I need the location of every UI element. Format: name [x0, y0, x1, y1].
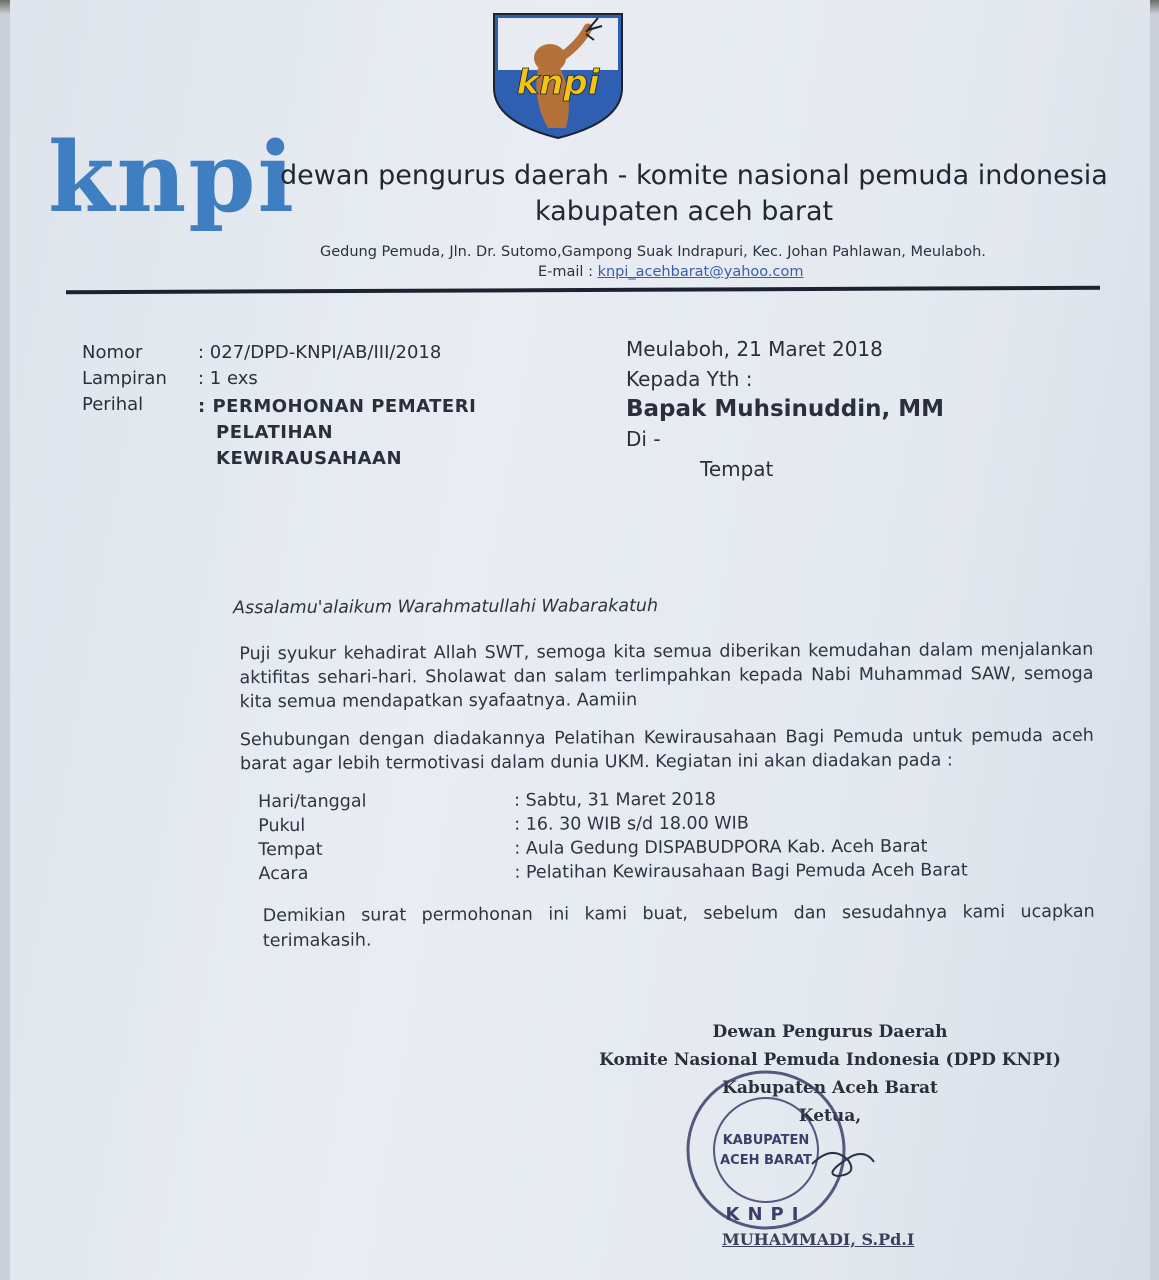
nomor-value: : 027/DPD-KNPI/AB/III/2018: [198, 342, 442, 363]
nomor-label: Nomor: [82, 342, 143, 363]
perihal-line-2: PELATIHAN: [216, 422, 334, 443]
knpi-emblem-logo: [488, 10, 628, 140]
email-label: E-mail :: [538, 264, 593, 280]
signature-line-2: Komite Nasional Pemuda Indonesia (DPD KNPI): [599, 1050, 1061, 1070]
emblem-text: knpi: [516, 63, 600, 103]
detail-label: Hari/tanggal: [258, 791, 367, 813]
place-date: Meulaboh, 21 Maret 2018: [626, 337, 883, 361]
seal-text-1: KABUPATEN: [722, 1133, 810, 1148]
detail-value: : Sabtu, 31 Maret 2018: [514, 789, 716, 811]
paragraph-purpose: Sehubungan dengan diadakannya Pelatihan Kewirausahaan Bagi Pemuda untuk pemuda aceh barat agar lebih termotivasi dalam dunia UKM. Kegiatan ini akan diadakan pada :: [239, 725, 1094, 775]
signature-line-1: Dewan Pengurus Daerah: [712, 1022, 948, 1042]
header-divider: [66, 286, 1100, 295]
di-label: Di -: [626, 427, 661, 451]
event-details: [234, 786, 1094, 887]
signature-line-3: Kabupaten Aceh Barat: [722, 1078, 938, 1098]
knpi-wordmark: knpi: [48, 121, 296, 234]
letter-sheet: [10, 0, 1150, 1280]
perihal-value: : PERMOHONAN PEMATERI: [198, 396, 477, 417]
paragraph-closing: Demikian surat permohonan ini kami buat, sebelum dan sesudahnya kami ucapkan terimakasih.: [262, 901, 1095, 952]
signature-line-4: Ketua,: [798, 1106, 862, 1126]
meta-row-perihal-3: [82, 446, 526, 472]
detail-row: [258, 858, 1094, 886]
letter-meta: [82, 342, 526, 472]
meta-spacer: [82, 420, 198, 446]
meta-row-perihal-2: [82, 420, 526, 446]
official-seal-stamp: [662, 1064, 882, 1234]
detail-label: Tempat: [258, 839, 323, 861]
perihal-label: Perihal: [82, 394, 144, 415]
organization-name: dewan pengurus daerah - komite nasional pemuda indonesia: [280, 160, 1108, 191]
recipient-block: [626, 334, 944, 484]
detail-label: Pukul: [258, 815, 306, 837]
meta-spacer: [82, 446, 198, 472]
seal-text-bottom: KNPI: [725, 1204, 807, 1225]
seal-text-2: ACEH BARAT: [720, 1153, 812, 1168]
perihal-line-3: KEWIRAUSAHAAN: [216, 448, 403, 469]
email-row: [538, 264, 803, 280]
lampiran-label: Lampiran: [82, 368, 167, 389]
detail-value: : Aula Gedung DISPABUDPORA Kab. Aceh Barat: [514, 836, 928, 859]
kepada-label: Kepada Yth :: [626, 367, 753, 391]
signer-name: MUHAMMADI, S.Pd.I: [722, 1230, 915, 1249]
detail-value: : Pelatihan Kewirausahaan Bagi Pemuda Aceh Barat: [514, 860, 968, 883]
meta-row-perihal: [82, 394, 526, 420]
meta-row-nomor: [82, 342, 526, 368]
detail-value: : 16. 30 WIB s/d 18.00 WIB: [514, 813, 749, 835]
detail-label: Acara: [258, 863, 309, 885]
recipient-name: Bapak Muhsinuddin, MM: [626, 396, 945, 422]
organization-address: Gedung Pemuda, Jln. Dr. Sutomo,Gampong Suak Indrapuri, Kec. Johan Pahlawan, Meulaboh.: [320, 244, 986, 260]
email-link[interactable]: knpi_acehbarat@yahoo.com: [597, 264, 804, 280]
greeting: Assalamu'alaikum Warahmatullahi Wabarakatuh: [233, 596, 659, 619]
paragraph-opening: Puji syukur kehadirat Allah SWT, semoga kita semua diberikan kemudahan dalam menjalankan aktifitas sehari-hari. Sholawat dan salam terlimpahkan kepada Nabi Muhammad SAW, semoga kita semua mendapatkan syafaatnya. Aamiin: [239, 639, 1094, 713]
meta-row-lampiran: [82, 368, 526, 394]
organization-region: kabupaten aceh barat: [535, 196, 834, 227]
letter-body: [233, 594, 1095, 954]
tempat-label: Tempat: [700, 457, 774, 481]
lampiran-value: : 1 exs: [198, 368, 258, 389]
